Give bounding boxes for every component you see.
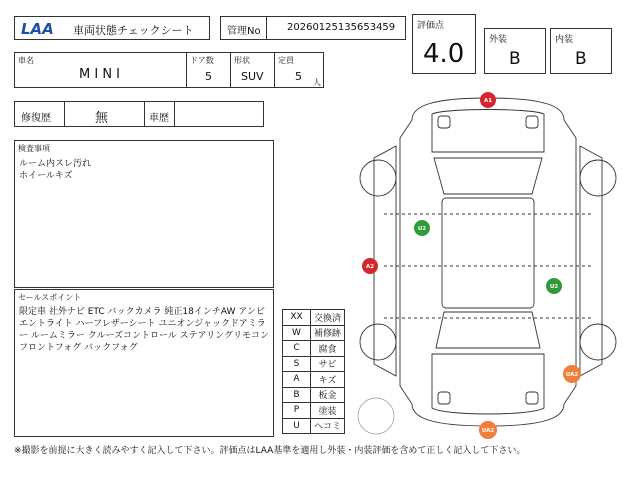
legend-row: P 塗装	[283, 403, 345, 419]
sales-points-box	[14, 289, 274, 437]
title-bar	[14, 16, 210, 40]
rear-left-wheel	[360, 324, 396, 360]
car-body-outline	[400, 98, 576, 426]
legend-row: S サビ	[283, 356, 345, 372]
interior-value: B	[575, 49, 587, 69]
capacity-value: 5	[295, 70, 302, 83]
score-box	[412, 14, 476, 74]
front-lamp-right	[526, 116, 538, 128]
svg-text:UA2: UA2	[481, 428, 495, 434]
left-side-panel	[374, 146, 396, 376]
hood-outline	[432, 110, 544, 153]
legend-row: B 板金	[283, 387, 345, 403]
sales-points-text: 限定車 社外ナビ ETC バックカメラ 純正18インチAW アンビエントライト ハーフレザーシート ユニオンジャックドアミラー ルームミラー クルーズコントロール ステアリングリモコン フロントフォグ バックフォグ	[19, 307, 269, 353]
logo-text: LAA	[21, 20, 54, 37]
interior-label: 内装	[555, 35, 574, 45]
car-damage-diagram	[350, 86, 626, 440]
inspection-line-2: ホイールキズ	[19, 171, 73, 181]
score-label: 評価点	[417, 21, 445, 31]
svg-text:U2: U2	[417, 226, 427, 232]
car-name-label: 車名	[18, 56, 34, 65]
legend-row: C 腐食	[283, 341, 345, 357]
svg-text:U2: U2	[549, 284, 559, 290]
repair-history-label: 修復歴	[21, 113, 51, 124]
rear-right-wheel	[580, 324, 616, 360]
sheet-title: 車両状態チェックシート	[73, 24, 194, 37]
front-left-wheel	[360, 160, 396, 196]
capacity-unit: 人	[313, 78, 321, 87]
vehicle-info-row	[14, 52, 324, 88]
car-history-label: 車歴	[149, 113, 169, 124]
shape-value: SUV	[241, 70, 264, 83]
mgmt-no-value: 20260125135653459	[287, 22, 396, 33]
rear-lamp-left	[438, 392, 450, 404]
mgmt-no-label: 管理No	[227, 26, 261, 37]
rear-lamp-right	[526, 392, 538, 404]
trunk-outline	[432, 354, 544, 414]
windshield-outline	[434, 158, 542, 194]
svg-text:A2: A2	[365, 264, 375, 270]
exterior-value: B	[509, 49, 521, 69]
rear-window-outline	[436, 312, 540, 348]
car-name-value: M I N I	[79, 67, 121, 82]
history-row	[14, 101, 264, 127]
score-value: 4.0	[423, 39, 465, 69]
shape-label: 形状	[234, 56, 250, 65]
exterior-grade-box	[484, 28, 546, 74]
doors-label: ドア数	[190, 56, 214, 65]
damage-marker	[546, 278, 562, 294]
interior-grade-box	[550, 28, 612, 74]
legend-row: U ヘコミ	[283, 418, 345, 434]
legend-row: XX 交換済	[283, 310, 345, 326]
damage-marker	[414, 220, 430, 236]
mgmt-no-box	[220, 16, 406, 40]
damage-code-legend	[282, 309, 345, 434]
doors-value: 5	[205, 70, 212, 83]
damage-marker	[479, 421, 497, 439]
front-lamp-left	[438, 116, 450, 128]
sales-points-label: セールスポイント	[18, 293, 82, 302]
legend-row: A キズ	[283, 372, 345, 388]
damage-marker	[362, 258, 378, 274]
exterior-label: 外装	[489, 35, 508, 45]
right-side-panel	[580, 146, 602, 376]
damage-marker	[563, 365, 581, 383]
svg-text:UA2: UA2	[565, 372, 579, 378]
roof-outline	[442, 198, 534, 308]
laa-logo	[19, 19, 69, 37]
legend-row: W 補修跡	[283, 325, 345, 341]
front-right-wheel	[580, 160, 616, 196]
damage-marker	[480, 92, 496, 108]
spare-tire	[358, 398, 394, 434]
capacity-label: 定員	[278, 56, 294, 65]
footer-note: ※撮影を前提に大きく読みやすく記入して下さい。評価点はLAA基準を適用し外装・内装評価を含めて正しく記入して下さい。	[14, 446, 526, 456]
inspection-label: 検査事項	[18, 144, 50, 153]
svg-text:A1: A1	[483, 98, 493, 104]
inspection-box	[14, 140, 274, 288]
repair-history-value: 無	[95, 111, 109, 126]
inspection-line-1: ルーム内スレ汚れ	[19, 159, 92, 169]
